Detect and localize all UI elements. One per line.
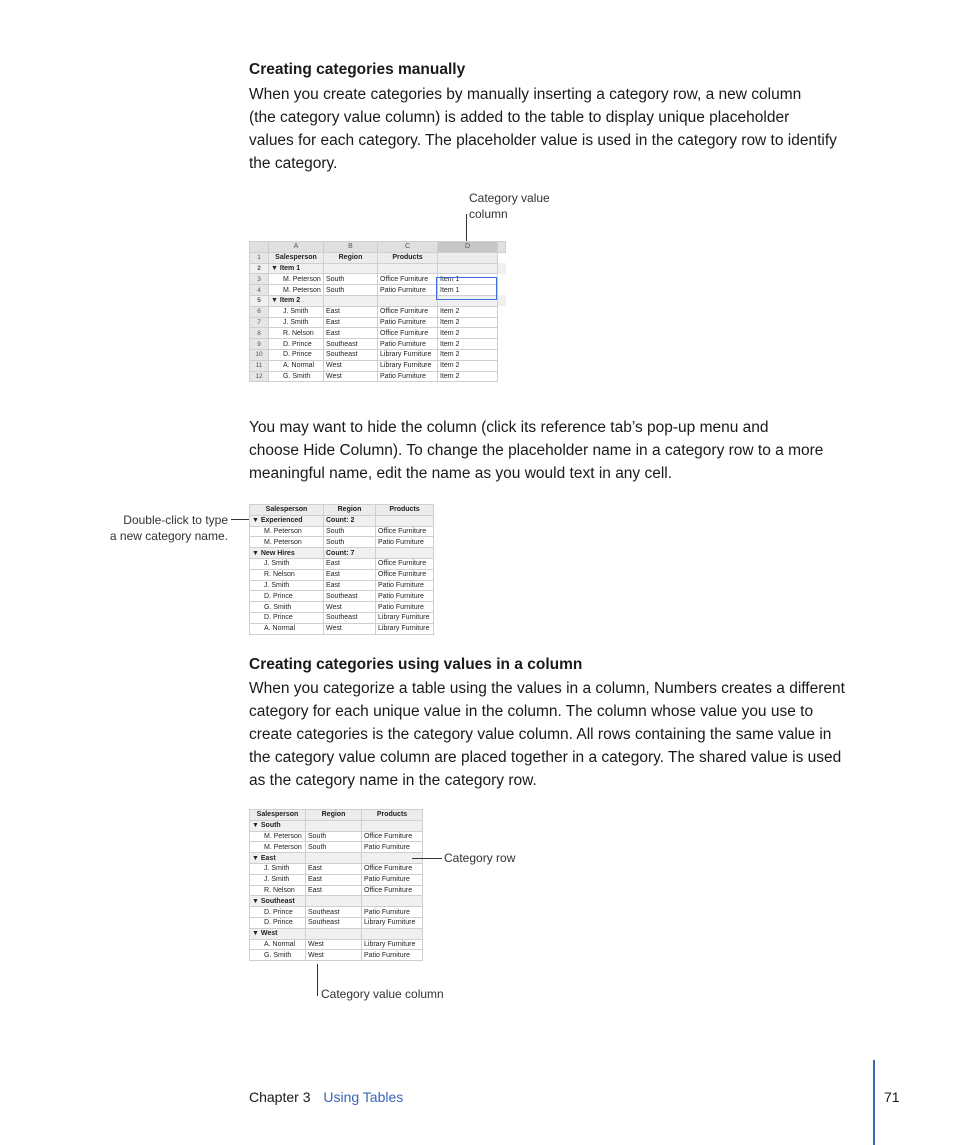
table-cell[interactable]: Office Furniture: [378, 274, 438, 285]
paragraph-line: You may want to hide the column (click its reference tab’s pop-up menu and: [249, 419, 769, 436]
table-cell[interactable]: M. Peterson: [269, 285, 324, 296]
paragraph-line: values for each category. The placeholder value is used in the category row to identify: [249, 132, 837, 149]
table-cell[interactable]: G. Smith: [250, 950, 306, 961]
row-reference-tab[interactable]: 8: [250, 328, 269, 339]
table-cell[interactable]: East: [324, 328, 378, 339]
row-reference-tab[interactable]: 5: [250, 295, 269, 306]
table-cell[interactable]: Office Furniture: [378, 306, 438, 317]
row-spacer: [498, 252, 506, 263]
table-cell[interactable]: Office Furniture: [376, 569, 434, 580]
figure3-table: [249, 809, 423, 961]
table-row: [250, 863, 423, 874]
column-header-cell[interactable]: Region: [306, 810, 362, 821]
table-cell[interactable]: East: [324, 558, 376, 569]
paragraph-values: [249, 677, 845, 792]
table-row: [250, 360, 506, 371]
table-cell[interactable]: Patio Furniture: [362, 907, 423, 918]
table-row: [250, 349, 506, 360]
table-cell[interactable]: D. Prince: [269, 339, 324, 350]
footer-divider: [873, 1060, 875, 1145]
table-row: [250, 602, 434, 613]
table-cell[interactable]: M. Peterson: [250, 842, 306, 853]
table-cell[interactable]: Patio Furniture: [362, 874, 423, 885]
table-cell[interactable]: [362, 896, 423, 907]
chapter-label: Chapter 3: [249, 1089, 311, 1105]
table-cell[interactable]: A. Normal: [250, 939, 306, 950]
category-name-cell[interactable]: ▼ West: [250, 928, 306, 939]
table-cell[interactable]: East: [306, 885, 362, 896]
category-name-cell[interactable]: ▼ Experienced: [250, 515, 324, 526]
paragraph-line: as the category name in the category row.: [249, 772, 537, 789]
table-cell[interactable]: R. Nelson: [250, 885, 306, 896]
table-row: [250, 306, 506, 317]
table-cell[interactable]: Count: 2: [324, 515, 376, 526]
table-row: [250, 537, 434, 548]
table-cell[interactable]: [306, 896, 362, 907]
selected-cells-highlight: [436, 277, 497, 300]
header-row: [250, 810, 423, 821]
column-header-cell[interactable]: Salesperson: [250, 810, 306, 821]
table-cell[interactable]: Item 1: [438, 285, 498, 296]
table-cell[interactable]: West: [324, 602, 376, 613]
paragraph-line: When you categorize a table using the values in a column, Numbers creates a different: [249, 680, 845, 697]
category-name-cell[interactable]: ▼ New Hires: [250, 548, 324, 559]
callout-category-value-column-2: Category value column: [321, 987, 444, 1001]
row-spacer: [498, 263, 506, 274]
paragraph-line: When you create categories by manually inserting a category row, a new column: [249, 86, 802, 103]
table-cell[interactable]: [306, 928, 362, 939]
table-cell[interactable]: Item 2: [438, 360, 498, 371]
category-name-cell[interactable]: ▼ East: [250, 853, 306, 864]
column-header-cell[interactable]: Salesperson: [269, 252, 324, 263]
paragraph-line: the category.: [249, 155, 338, 172]
header-row: [250, 252, 506, 263]
table-cell[interactable]: Office Furniture: [376, 526, 434, 537]
table-row: [250, 526, 434, 537]
category-row: [250, 896, 423, 907]
table-cell[interactable]: South: [306, 842, 362, 853]
column-header-cell[interactable]: [438, 252, 498, 263]
table-cell[interactable]: Library Furniture: [378, 360, 438, 371]
table-row: [250, 917, 423, 928]
paragraph-line: category for each unique value in the column. The column whose value you use to: [249, 703, 814, 720]
table-cell[interactable]: [362, 820, 423, 831]
row-reference-tab[interactable]: 6: [250, 306, 269, 317]
table-cell[interactable]: South: [324, 274, 378, 285]
table-cell[interactable]: Library Furniture: [376, 623, 434, 634]
table-cell[interactable]: East: [324, 317, 378, 328]
callout-line: a new category name.: [109, 529, 228, 543]
table-row: [250, 328, 506, 339]
table-cell[interactable]: Item 2: [438, 317, 498, 328]
table-cell[interactable]: [378, 295, 438, 306]
table-cell[interactable]: East: [324, 569, 376, 580]
table-cell[interactable]: J. Smith: [250, 863, 306, 874]
table-cell[interactable]: [376, 548, 434, 559]
table-cell[interactable]: East: [306, 863, 362, 874]
callout-line: column: [469, 207, 508, 221]
table-row: [250, 558, 434, 569]
paragraph-line: the category value column are placed together in a category. The shared value is used: [249, 749, 842, 766]
paragraph-hide-column: [249, 416, 823, 485]
table-cell[interactable]: Office Furniture: [362, 831, 423, 842]
table-cell[interactable]: Southeast: [324, 612, 376, 623]
category-row: [250, 263, 506, 274]
table-cell[interactable]: [378, 263, 438, 274]
table-cell[interactable]: Patio Furniture: [378, 339, 438, 350]
table-row: [250, 371, 506, 382]
figure2-table: [249, 504, 434, 635]
table-cell[interactable]: Patio Furniture: [362, 842, 423, 853]
table-cell[interactable]: Office Furniture: [362, 885, 423, 896]
table-row: [250, 339, 506, 350]
table-cell[interactable]: D. Prince: [250, 907, 306, 918]
table-row: [250, 939, 423, 950]
table-cell[interactable]: D. Prince: [250, 612, 324, 623]
table-cell[interactable]: Patio Furniture: [378, 285, 438, 296]
figure1-spreadsheet: [249, 241, 506, 382]
table-cell[interactable]: Patio Furniture: [378, 371, 438, 382]
table-cell[interactable]: Library Furniture: [362, 939, 423, 950]
header-row: [250, 505, 434, 516]
category-row: [250, 853, 423, 864]
table-cell[interactable]: West: [324, 360, 378, 371]
table-cell[interactable]: Library Furniture: [376, 612, 434, 623]
callout-category-row: Category row: [444, 851, 516, 865]
table-cell[interactable]: Patio Furniture: [378, 317, 438, 328]
row-reference-tab[interactable]: 11: [250, 360, 269, 371]
table-cell[interactable]: Southeast: [324, 339, 378, 350]
section-heading-values: Creating categories using values in a column: [249, 656, 583, 673]
chapter-title-link[interactable]: Using Tables: [323, 1089, 404, 1105]
callout-line: Category value: [469, 191, 550, 205]
corner-cell: [250, 242, 269, 253]
table-cell[interactable]: Item 2: [438, 371, 498, 382]
column-header-cell[interactable]: Salesperson: [250, 505, 324, 516]
callout-category-value-column: [469, 190, 550, 222]
column-reference-tab[interactable]: A: [269, 242, 324, 253]
table-cell[interactable]: D. Prince: [269, 349, 324, 360]
table-cell[interactable]: West: [324, 623, 376, 634]
table-cell[interactable]: Patio Furniture: [376, 602, 434, 613]
page-number: 71: [884, 1089, 900, 1105]
paragraph-line: create categories is the category value column. All rows containing the same value in: [249, 726, 832, 743]
figure2-spreadsheet: [249, 504, 434, 635]
callout-leader-line: [466, 214, 467, 244]
table-cell[interactable]: Patio Furniture: [376, 580, 434, 591]
table-cell[interactable]: Southeast: [324, 349, 378, 360]
table-cell[interactable]: M. Peterson: [250, 831, 306, 842]
column-reference-row: [250, 242, 506, 253]
column-header-cell[interactable]: Products: [376, 505, 434, 516]
column-header-cell[interactable]: Products: [362, 810, 423, 821]
table-cell[interactable]: Count: 7: [324, 548, 376, 559]
column-header-cell[interactable]: Products: [378, 252, 438, 263]
table-row: [250, 591, 434, 602]
row-reference-tab[interactable]: 7: [250, 317, 269, 328]
table-cell[interactable]: [306, 853, 362, 864]
figure1-table: [249, 241, 506, 382]
table-cell[interactable]: J. Smith: [250, 874, 306, 885]
table-cell[interactable]: Southeast: [306, 917, 362, 928]
row-spacer: [498, 285, 506, 296]
category-name-cell[interactable]: ▼ South: [250, 820, 306, 831]
row-spacer: [498, 295, 506, 306]
table-cell[interactable]: A. Normal: [250, 623, 324, 634]
table-row: [250, 623, 434, 634]
table-cell[interactable]: East: [324, 580, 376, 591]
column-reference-tab[interactable]: C: [378, 242, 438, 253]
footer-chapter: [249, 1089, 403, 1105]
paragraph-manual: [249, 83, 837, 175]
figure3-spreadsheet: [249, 809, 423, 961]
category-row: [250, 820, 423, 831]
table-cell[interactable]: Office Furniture: [362, 863, 423, 874]
table-cell[interactable]: J. Smith: [250, 558, 324, 569]
table-cell[interactable]: Southeast: [306, 907, 362, 918]
table-cell[interactable]: [306, 820, 362, 831]
callout-line: Double-click to type: [123, 513, 228, 527]
table-cell[interactable]: Office Furniture: [378, 328, 438, 339]
row-reference-tab[interactable]: 12: [250, 371, 269, 382]
row-spacer: [498, 306, 506, 317]
table-row: [250, 831, 423, 842]
row-reference-tab[interactable]: 1: [250, 252, 269, 263]
table-cell[interactable]: M. Peterson: [250, 537, 324, 548]
row-reference-tab[interactable]: 3: [250, 274, 269, 285]
section-heading-manual: Creating categories manually: [249, 61, 466, 78]
table-cell[interactable]: D. Prince: [250, 591, 324, 602]
paragraph-line: (the category value column) is added to the table to display unique placeholder: [249, 109, 790, 126]
table-cell[interactable]: Item 2: [438, 339, 498, 350]
row-reference-tab[interactable]: 9: [250, 339, 269, 350]
table-cell[interactable]: Item 2: [438, 349, 498, 360]
table-row: [250, 569, 434, 580]
table-row: [250, 580, 434, 591]
table-cell[interactable]: M. Peterson: [269, 274, 324, 285]
table-cell[interactable]: R. Nelson: [269, 328, 324, 339]
table-row: [250, 907, 423, 918]
table-cell[interactable]: Library Furniture: [378, 349, 438, 360]
table-cell[interactable]: J. Smith: [250, 580, 324, 591]
callout-leader-line: [412, 858, 442, 859]
table-cell[interactable]: South: [324, 537, 376, 548]
table-cell[interactable]: Patio Furniture: [376, 537, 434, 548]
column-header-cell[interactable]: Region: [324, 252, 378, 263]
table-cell[interactable]: R. Nelson: [250, 569, 324, 580]
row-spacer: [498, 328, 506, 339]
table-cell[interactable]: Item 2: [438, 306, 498, 317]
table-cell[interactable]: South: [306, 831, 362, 842]
table-row: [250, 874, 423, 885]
table-cell[interactable]: [438, 263, 498, 274]
table-row: [250, 842, 423, 853]
table-cell[interactable]: Item 2: [438, 328, 498, 339]
table-cell[interactable]: East: [324, 306, 378, 317]
table-cell[interactable]: West: [324, 371, 378, 382]
table-row: [250, 885, 423, 896]
table-cell[interactable]: J. Smith: [269, 317, 324, 328]
row-reference-tab[interactable]: 2: [250, 263, 269, 274]
table-cell[interactable]: G. Smith: [269, 371, 324, 382]
table-cell[interactable]: West: [306, 939, 362, 950]
table-cell[interactable]: South: [324, 526, 376, 537]
table-cell[interactable]: Southeast: [324, 591, 376, 602]
row-spacer: [498, 349, 506, 360]
row-spacer: [498, 339, 506, 350]
table-cell[interactable]: Item 1: [438, 274, 498, 285]
row-reference-tab[interactable]: 4: [250, 285, 269, 296]
table-row: [250, 950, 423, 961]
row-spacer: [498, 274, 506, 285]
callout-double-click: [98, 512, 228, 544]
category-name-cell[interactable]: ▼ Southeast: [250, 896, 306, 907]
table-cell[interactable]: [324, 263, 378, 274]
table-cell[interactable]: West: [306, 950, 362, 961]
category-name-cell[interactable]: ▼ Item 2: [269, 295, 324, 306]
category-row: [250, 548, 434, 559]
row-spacer: [498, 371, 506, 382]
table-cell[interactable]: M. Peterson: [250, 526, 324, 537]
table-cell[interactable]: East: [306, 874, 362, 885]
table-cell[interactable]: A. Normal: [269, 360, 324, 371]
table-cell[interactable]: Library Furniture: [362, 917, 423, 928]
table-cell[interactable]: Office Furniture: [376, 558, 434, 569]
table-row: [250, 612, 434, 623]
table-cell[interactable]: D. Prince: [250, 917, 306, 928]
table-cell[interactable]: [376, 515, 434, 526]
column-add-handle[interactable]: [498, 242, 506, 253]
table-row: [250, 317, 506, 328]
category-name-cell[interactable]: ▼ Item 1: [269, 263, 324, 274]
table-cell[interactable]: South: [324, 285, 378, 296]
column-reference-tab[interactable]: B: [324, 242, 378, 253]
callout-leader-line: [317, 964, 318, 996]
table-cell[interactable]: Patio Furniture: [362, 950, 423, 961]
column-header-cell[interactable]: Region: [324, 505, 376, 516]
category-row: [250, 515, 434, 526]
category-row: [250, 928, 423, 939]
row-spacer: [498, 360, 506, 371]
table-cell[interactable]: [362, 928, 423, 939]
table-cell[interactable]: [324, 295, 378, 306]
paragraph-line: choose Hide Column). To change the placeholder name in a category row to a more: [249, 442, 824, 459]
row-reference-tab[interactable]: 10: [250, 349, 269, 360]
row-spacer: [498, 317, 506, 328]
table-cell[interactable]: Patio Furniture: [376, 591, 434, 602]
paragraph-line: meaningful name, edit the name as you would text in any cell.: [249, 465, 673, 482]
table-cell[interactable]: G. Smith: [250, 602, 324, 613]
column-reference-tab[interactable]: D: [438, 242, 498, 253]
table-cell[interactable]: J. Smith: [269, 306, 324, 317]
